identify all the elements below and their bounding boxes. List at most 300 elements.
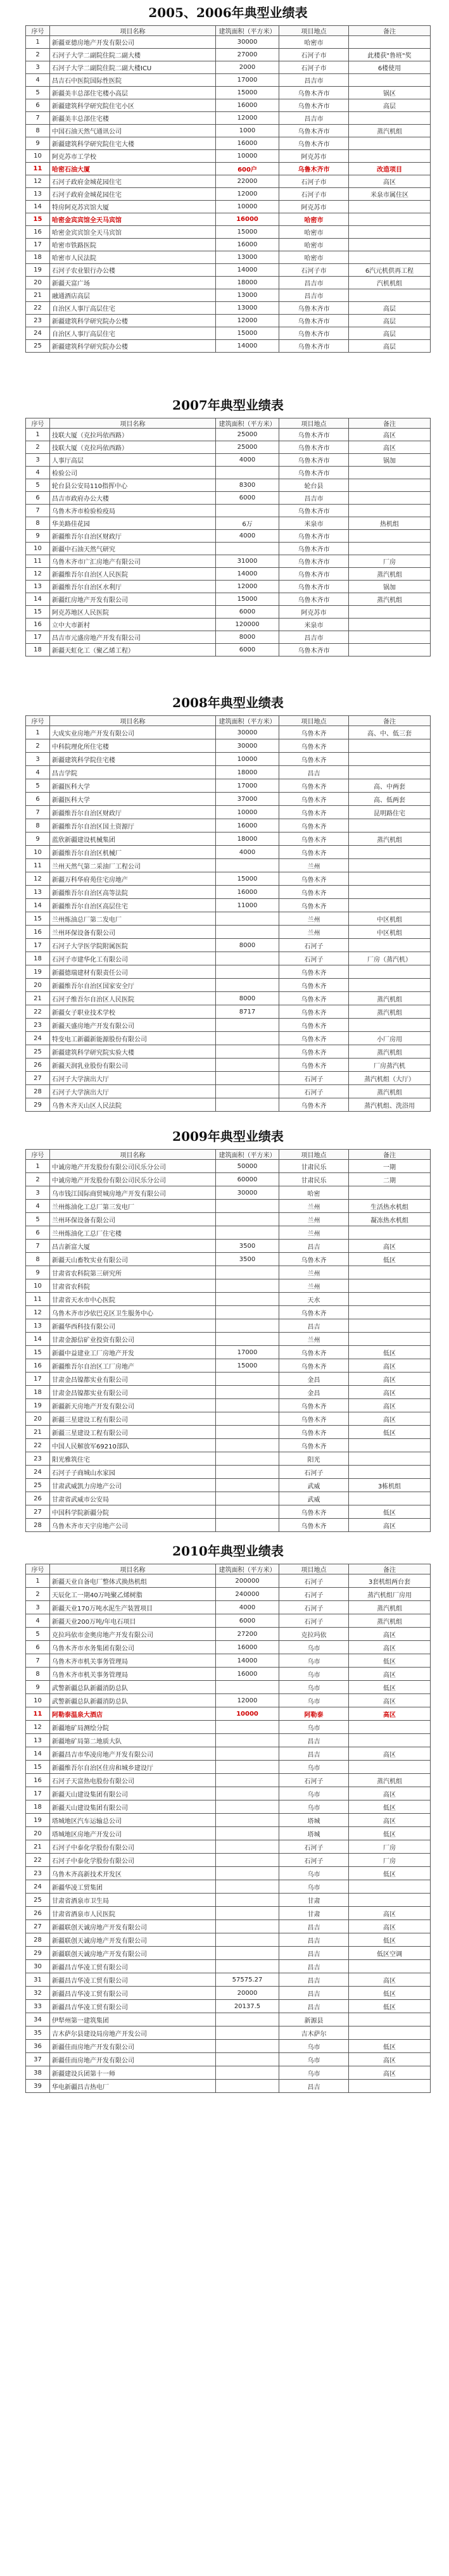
row-index: 18 xyxy=(26,952,50,965)
row-index: 25 xyxy=(26,1894,50,1907)
remark: 二期 xyxy=(349,1173,431,1186)
row-index: 7 xyxy=(26,112,50,125)
remark xyxy=(349,251,431,264)
project-name: 轮台县公安局110指挥中心 xyxy=(50,479,216,492)
remark xyxy=(349,965,431,979)
project-name: 新疆天盛房地产开发有限公司 xyxy=(50,1019,216,1032)
row-index: 23 xyxy=(26,1019,50,1032)
table-row xyxy=(26,87,431,99)
remark: 低区 xyxy=(349,1654,431,1668)
row-index: 34 xyxy=(26,2013,50,2026)
section-2008 xyxy=(25,690,431,1112)
project-location: 乌市 xyxy=(279,1694,349,1707)
project-location: 乌鲁木齐 xyxy=(279,1005,349,1019)
row-index: 13 xyxy=(26,581,50,593)
project-location: 乌鲁木齐 xyxy=(279,1045,349,1059)
section-2005-2006 xyxy=(25,0,431,353)
remark xyxy=(349,505,431,517)
row-index: 5 xyxy=(26,1628,50,1641)
building-area: 15000 xyxy=(216,87,279,99)
building-area: 17000 xyxy=(216,779,279,793)
row-index: 4 xyxy=(26,1614,50,1628)
project-location: 兰州 xyxy=(279,1279,349,1293)
row-index: 8 xyxy=(26,517,50,530)
building-area xyxy=(216,543,279,555)
project-location: 乌市 xyxy=(279,2066,349,2080)
building-area: 1000 xyxy=(216,125,279,137)
row-index: 13 xyxy=(26,1319,50,1333)
project-location: 石河子市 xyxy=(279,175,349,188)
building-area xyxy=(216,1045,279,1059)
remark xyxy=(349,213,431,226)
table-row xyxy=(26,315,431,327)
table-row xyxy=(26,1059,431,1072)
building-area xyxy=(216,467,279,479)
project-name: 新疆天富广场 xyxy=(50,277,216,289)
building-area xyxy=(216,1072,279,1085)
header-index: 序号 xyxy=(26,1150,50,1160)
section-2009 xyxy=(25,1124,431,1532)
performance-table xyxy=(25,418,431,657)
project-location: 昌吉 xyxy=(279,1960,349,1973)
row-index: 20 xyxy=(26,277,50,289)
table-row xyxy=(26,1479,431,1492)
row-index: 13 xyxy=(26,188,50,201)
table-row xyxy=(26,606,431,619)
remark xyxy=(349,1721,431,1734)
project-location: 乌市 xyxy=(279,2040,349,2053)
table-row xyxy=(26,1200,431,1213)
building-area xyxy=(216,952,279,965)
project-name: 乌鲁木齐市机关事务管理局 xyxy=(50,1654,216,1668)
building-area: 6000 xyxy=(216,1614,279,1628)
building-area xyxy=(216,1761,279,1774)
table-row xyxy=(26,886,431,899)
table-row xyxy=(26,175,431,188)
project-name: 兰州炼油化工总厂第三发电厂 xyxy=(50,1200,216,1213)
remark xyxy=(349,74,431,87)
project-location: 米泉市 xyxy=(279,619,349,631)
table-header-row xyxy=(26,1564,431,1574)
project-name: 中诚房地产开发股份有限公司民乐分公司 xyxy=(50,1173,216,1186)
project-name: 昌吉市元盛房地产开发有限公司 xyxy=(50,631,216,644)
building-area: 16000 xyxy=(216,1641,279,1654)
table-row xyxy=(26,568,431,581)
table-row xyxy=(26,1747,431,1761)
table-row xyxy=(26,1774,431,1787)
table-row xyxy=(26,188,431,201)
table-row xyxy=(26,226,431,239)
project-location: 乌鲁木齐市 xyxy=(279,302,349,315)
project-location: 石河子 xyxy=(279,1072,349,1085)
table-row xyxy=(26,1226,431,1240)
building-area xyxy=(216,1098,279,1112)
building-area: 8300 xyxy=(216,479,279,492)
table-row xyxy=(26,1907,431,1920)
project-location: 乌鲁木齐 xyxy=(279,886,349,899)
row-index: 2 xyxy=(26,739,50,753)
project-location: 乌鲁木齐 xyxy=(279,872,349,886)
project-name: 新疆维吾尔自治区国家安全厅 xyxy=(50,979,216,992)
project-name: 哈密金宾宾馆全天马宾馆 xyxy=(50,226,216,239)
project-name: 技联大厦（克拉玛依西路） xyxy=(50,429,216,441)
row-index: 22 xyxy=(26,1439,50,1452)
remark xyxy=(349,1293,431,1306)
project-name: 乌鲁木齐高新技术开发区 xyxy=(50,1867,216,1880)
remark xyxy=(349,36,431,49)
table-row xyxy=(26,1160,431,1173)
table-row xyxy=(26,1987,431,2000)
remark xyxy=(349,1880,431,1894)
building-area xyxy=(216,1319,279,1333)
project-name: 乌鲁木齐市水务集团有限公司 xyxy=(50,1641,216,1654)
project-location: 乌鲁木齐 xyxy=(279,1253,349,1266)
project-location: 石河子 xyxy=(279,1614,349,1628)
remark xyxy=(349,479,431,492)
building-area xyxy=(216,2053,279,2066)
project-name: 新疆美丰总部住宅楼 xyxy=(50,112,216,125)
table-row xyxy=(26,1032,431,1045)
table-row xyxy=(26,201,431,213)
table-row xyxy=(26,1960,431,1973)
project-location: 乌市 xyxy=(279,1668,349,1681)
remark: 高层 xyxy=(349,99,431,112)
row-index: 21 xyxy=(26,289,50,302)
remark: 改造项目 xyxy=(349,163,431,175)
building-area: 12000 xyxy=(216,315,279,327)
row-index: 3 xyxy=(26,1186,50,1200)
table-row xyxy=(26,1721,431,1734)
building-area xyxy=(216,2066,279,2080)
table-row xyxy=(26,530,431,543)
table-header-row xyxy=(26,26,431,36)
performance-table xyxy=(25,715,431,1112)
project-location: 甘肃民乐 xyxy=(279,1173,349,1186)
table-row xyxy=(26,467,431,479)
project-location: 昌吉 xyxy=(279,766,349,779)
building-area xyxy=(216,1492,279,1505)
table-row xyxy=(26,1707,431,1721)
project-name: 克拉玛依市金奥房地产开发有限公司 xyxy=(50,1628,216,1641)
row-index: 1 xyxy=(26,1574,50,1588)
remark: 蒸汽机组 xyxy=(349,1045,431,1059)
row-index: 22 xyxy=(26,1854,50,1867)
remark xyxy=(349,619,431,631)
building-area xyxy=(216,1032,279,1045)
project-location: 昌吉 xyxy=(279,2000,349,2013)
row-index: 16 xyxy=(26,926,50,939)
project-location: 乌鲁木齐市 xyxy=(279,505,349,517)
project-location: 甘肃民乐 xyxy=(279,1160,349,1173)
table-row xyxy=(26,1880,431,1894)
project-name: 阿勒泰温泉大酒店 xyxy=(50,1707,216,1721)
row-index: 10 xyxy=(26,150,50,163)
building-area: 6000 xyxy=(216,644,279,657)
remark xyxy=(349,289,431,302)
table-row xyxy=(26,1694,431,1707)
header-project-name: 项目名称 xyxy=(50,1150,216,1160)
building-area xyxy=(216,1399,279,1412)
project-name: 甘肃省酒泉市人民医院 xyxy=(50,1907,216,1920)
building-area: 18000 xyxy=(216,277,279,289)
building-area: 6000 xyxy=(216,492,279,505)
project-location: 昌吉市 xyxy=(279,277,349,289)
building-area: 8000 xyxy=(216,939,279,952)
project-location: 石河子 xyxy=(279,939,349,952)
building-area xyxy=(216,1880,279,1894)
building-area: 3500 xyxy=(216,1240,279,1253)
building-area: 11000 xyxy=(216,899,279,912)
table-row xyxy=(26,112,431,125)
building-area xyxy=(216,1386,279,1399)
row-index: 23 xyxy=(26,315,50,327)
table-body xyxy=(26,726,431,1112)
remark: 锅加 xyxy=(349,581,431,593)
project-location: 昌吉市 xyxy=(279,289,349,302)
row-index: 38 xyxy=(26,2066,50,2080)
section-title: 2010年典型业绩表 xyxy=(172,1543,284,1559)
row-index: 7 xyxy=(26,505,50,517)
performance-table xyxy=(25,1149,431,1532)
building-area: 50000 xyxy=(216,1160,279,1173)
project-name: 石河子天富热电股份有限公司 xyxy=(50,1774,216,1787)
table-row xyxy=(26,1412,431,1426)
project-location: 乌鲁木齐 xyxy=(279,1399,349,1412)
row-index: 12 xyxy=(26,1306,50,1319)
remark: 低区 xyxy=(349,1346,431,1359)
remark: 高区 xyxy=(349,1907,431,1920)
row-index: 23 xyxy=(26,1452,50,1466)
building-area xyxy=(216,859,279,872)
remark: 3套机组两台套 xyxy=(349,1574,431,1588)
project-name: 乌鲁木齐市广汇房地产有限公司 xyxy=(50,555,216,568)
project-location: 甘肃 xyxy=(279,1907,349,1920)
project-name: 甘肃省酒泉市卫生局 xyxy=(50,1894,216,1907)
project-location: 昌吉市 xyxy=(279,112,349,125)
project-name: 石河子大学二副院住院二副大楼 xyxy=(50,49,216,61)
remark: 低区 xyxy=(349,1253,431,1266)
remark: 低区 xyxy=(349,1505,431,1519)
table-row xyxy=(26,1827,431,1840)
project-name: 中国石油天然气通讯公司 xyxy=(50,125,216,137)
building-area: 13000 xyxy=(216,302,279,315)
remark xyxy=(349,1306,431,1319)
row-index: 31 xyxy=(26,1973,50,1987)
remark xyxy=(349,467,431,479)
project-location: 乌鲁木齐市 xyxy=(279,315,349,327)
project-location: 轮台县 xyxy=(279,479,349,492)
project-name: 技联大厦（克拉玛依西路） xyxy=(50,441,216,454)
remark: 厂房蒸汽机 xyxy=(349,1059,431,1072)
project-location: 武威 xyxy=(279,1479,349,1492)
row-index: 1 xyxy=(26,1160,50,1173)
row-index: 28 xyxy=(26,1085,50,1098)
remark: 中区机组 xyxy=(349,926,431,939)
row-index: 19 xyxy=(26,1814,50,1827)
row-index: 19 xyxy=(26,1399,50,1412)
row-index: 27 xyxy=(26,1920,50,1933)
row-index: 7 xyxy=(26,1240,50,1253)
row-index: 15 xyxy=(26,912,50,926)
building-area: 15000 xyxy=(216,327,279,340)
building-area xyxy=(216,1293,279,1306)
project-location: 塔城 xyxy=(279,1827,349,1840)
row-index: 14 xyxy=(26,201,50,213)
project-location: 石河子 xyxy=(279,1574,349,1588)
remark: 蒸汽机组 xyxy=(349,1614,431,1628)
table-row xyxy=(26,264,431,277)
table-row xyxy=(26,593,431,606)
remark xyxy=(349,1019,431,1032)
table-row xyxy=(26,36,431,49)
project-name: 石河子中泰化学股份有限公司 xyxy=(50,1840,216,1854)
remark xyxy=(349,1266,431,1279)
project-name: 新疆天业170万吨水泥生产装置项目 xyxy=(50,1601,216,1614)
remark: 高区 xyxy=(349,2053,431,2066)
performance-table xyxy=(25,25,431,353)
project-name: 兰州天然气第二采油厂工程公司 xyxy=(50,859,216,872)
row-index: 24 xyxy=(26,327,50,340)
remark xyxy=(349,631,431,644)
project-name: 石河子政府金城花园住宅 xyxy=(50,188,216,201)
project-name: 石河子大学医学院附属医院 xyxy=(50,939,216,952)
project-location: 乌市 xyxy=(279,1654,349,1668)
project-name: 新疆昌吉华凌工贸有限公司 xyxy=(50,1973,216,1987)
section-title: 2007年典型业绩表 xyxy=(172,398,284,413)
project-name: 新疆维吾尔自治区机械厂 xyxy=(50,846,216,859)
remark xyxy=(349,872,431,886)
project-name: 新疆维吾尔自治区国土资源厅 xyxy=(50,819,216,832)
project-location: 阿勒泰 xyxy=(279,1707,349,1721)
remark: 蒸汽机组 xyxy=(349,1005,431,1019)
building-area xyxy=(216,1466,279,1479)
project-location: 哈密市 xyxy=(279,251,349,264)
building-area xyxy=(216,1787,279,1800)
building-area: 240000 xyxy=(216,1588,279,1601)
building-area xyxy=(216,1200,279,1213)
project-name: 吉木萨尔县建设局房地产开发公司 xyxy=(50,2026,216,2040)
row-index: 16 xyxy=(26,1774,50,1787)
row-index: 6 xyxy=(26,99,50,112)
building-area: 14000 xyxy=(216,1654,279,1668)
row-index: 2 xyxy=(26,1588,50,1601)
table-row xyxy=(26,832,431,846)
project-name: 甘肃金昌镍都实业有限公司 xyxy=(50,1373,216,1386)
project-location: 石河子市 xyxy=(279,61,349,74)
row-index: 15 xyxy=(26,1761,50,1774)
row-index: 2 xyxy=(26,1173,50,1186)
project-location: 甘肃 xyxy=(279,1894,349,1907)
remark: 厂房 xyxy=(349,555,431,568)
project-name: 新疆三星建设工程有限公司 xyxy=(50,1426,216,1439)
remark: 3栋机组 xyxy=(349,1479,431,1492)
header-index: 序号 xyxy=(26,716,50,726)
remark: 高区 xyxy=(349,1373,431,1386)
project-name: 新疆联创天诚房地产开发有限公司 xyxy=(50,1947,216,1960)
project-name: 兰州炼油总厂第二发电厂 xyxy=(50,912,216,926)
row-index: 22 xyxy=(26,1005,50,1019)
table-row xyxy=(26,1359,431,1373)
project-location: 兰州 xyxy=(279,1226,349,1240)
table-row xyxy=(26,137,431,150)
project-location: 昌吉 xyxy=(279,1920,349,1933)
remark xyxy=(349,1466,431,1479)
project-location: 乌市 xyxy=(279,1880,349,1894)
remark xyxy=(349,1734,431,1747)
table-row xyxy=(26,1492,431,1505)
building-area xyxy=(216,1854,279,1867)
remark: 低区 xyxy=(349,1681,431,1694)
building-area xyxy=(216,1085,279,1098)
table-row xyxy=(26,2000,431,2013)
building-area xyxy=(216,926,279,939)
row-index: 9 xyxy=(26,832,50,846)
remark: 低区 xyxy=(349,1827,431,1840)
remark: 高区 xyxy=(349,1240,431,1253)
project-name: 新疆德瑞建材有限责任公司 xyxy=(50,965,216,979)
project-name: 新疆亚德房地产开发有限公司 xyxy=(50,36,216,49)
project-location: 乌鲁木齐市 xyxy=(279,543,349,555)
table-row xyxy=(26,952,431,965)
project-location: 昌吉 xyxy=(279,1973,349,1987)
building-area xyxy=(216,1933,279,1947)
project-name: 甘肃省天水市中心医院 xyxy=(50,1293,216,1306)
remark xyxy=(349,1333,431,1346)
table-row xyxy=(26,1240,431,1253)
header-location: 项目地点 xyxy=(279,1564,349,1574)
row-index: 10 xyxy=(26,1279,50,1293)
project-location: 乌市 xyxy=(279,1641,349,1654)
row-index: 30 xyxy=(26,1960,50,1973)
project-name: 石河子中泰化学股份有限公司 xyxy=(50,1854,216,1867)
remark xyxy=(349,979,431,992)
remark: 低区 xyxy=(349,2000,431,2013)
building-area xyxy=(216,1019,279,1032)
row-index: 4 xyxy=(26,467,50,479)
remark: 高层 xyxy=(349,302,431,315)
remark xyxy=(349,846,431,859)
project-name: 大成实业房地产开发有限公司 xyxy=(50,726,216,739)
project-location: 石河子 xyxy=(279,1774,349,1787)
remark xyxy=(349,886,431,899)
table-row xyxy=(26,1019,431,1032)
row-index: 26 xyxy=(26,1059,50,1072)
project-name: 阿克苏市工学校 xyxy=(50,150,216,163)
remark xyxy=(349,1279,431,1293)
building-area: 15000 xyxy=(216,872,279,886)
building-area: 8717 xyxy=(216,1005,279,1019)
row-index: 29 xyxy=(26,1098,50,1112)
project-name: 乌鲁木齐市天宇房地产公司 xyxy=(50,1519,216,1532)
building-area: 120000 xyxy=(216,619,279,631)
remark: 高区 xyxy=(349,1973,431,1987)
remark: 蒸汽机组 xyxy=(349,1601,431,1614)
remark: 米泉市属住区 xyxy=(349,188,431,201)
building-area xyxy=(216,505,279,517)
building-area xyxy=(216,1412,279,1426)
remark xyxy=(349,1894,431,1907)
remark xyxy=(349,112,431,125)
remark: 厂房 xyxy=(349,1854,431,1867)
project-name: 立中大市新村 xyxy=(50,619,216,631)
building-area: 27000 xyxy=(216,49,279,61)
project-name: 新疆地矿局第二地质大队 xyxy=(50,1734,216,1747)
project-location: 兰州 xyxy=(279,1266,349,1279)
building-area: 4000 xyxy=(216,530,279,543)
remark: 高区 xyxy=(349,1747,431,1761)
row-index: 3 xyxy=(26,61,50,74)
building-area xyxy=(216,1519,279,1532)
